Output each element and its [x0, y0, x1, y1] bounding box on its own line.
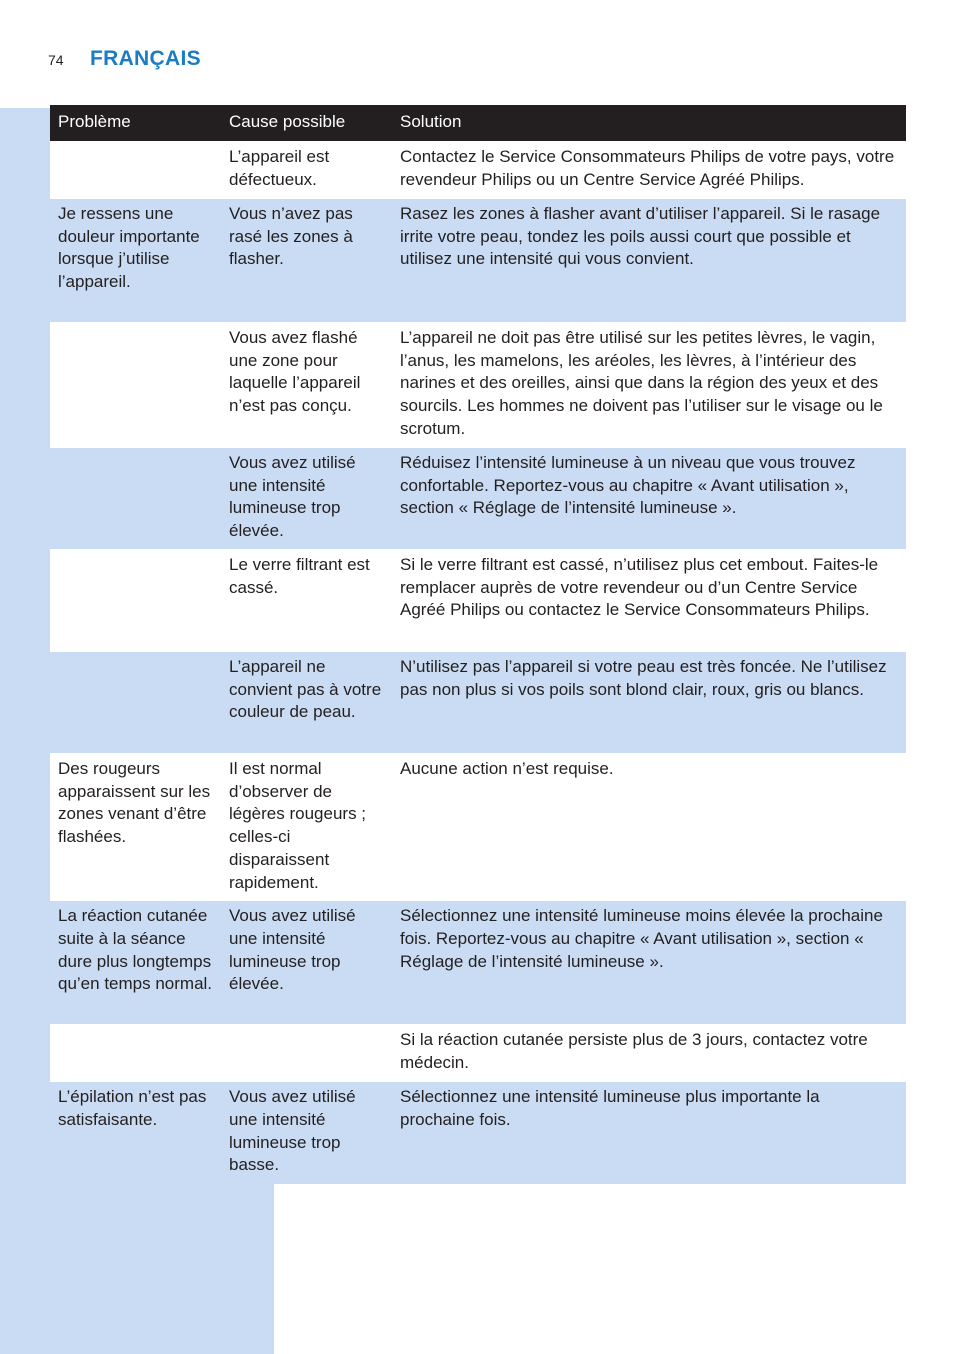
problem-cell	[50, 323, 221, 448]
column-header-solution: Solution	[392, 105, 906, 142]
table-row	[50, 754, 906, 901]
cause-cell: Vous n’avez pas rasé les zones à flasher.	[221, 199, 392, 323]
table-row	[50, 550, 906, 652]
table-row	[50, 1025, 906, 1082]
table-row	[50, 142, 906, 199]
solution-cell: Réduisez l’intensité lumineuse à un niveau que vous trouvez confortable. Reportez-vous au chapitre « Avant utilisation », section « Réglage de l’intensité lumineuse ».	[392, 448, 906, 550]
column-header-problem: Problème	[50, 105, 221, 142]
troubleshooting-table-container	[50, 105, 906, 1184]
problem-cell	[50, 142, 221, 199]
cause-cell: L’appareil est défectueux.	[221, 142, 392, 199]
table-row	[50, 652, 906, 754]
solution-cell: Contactez le Service Consommateurs Philips de votre pays, votre revendeur Philips ou un Centre Service Agréé Philips.	[392, 142, 906, 199]
page-number: 74	[48, 52, 64, 68]
cause-cell: Vous avez flashé une zone pour laquelle l’appareil n’est pas conçu.	[221, 323, 392, 448]
cause-cell: Le verre filtrant est cassé.	[221, 550, 392, 652]
solution-cell: N’utilisez pas l’appareil si votre peau est très foncée. Ne l’utilisez pas non plus si vos poils sont blond clair, roux, gris ou blancs.	[392, 652, 906, 754]
solution-cell: Aucune action n’est requise.	[392, 754, 906, 901]
table-row	[50, 1082, 906, 1184]
solution-cell: L’appareil ne doit pas être utilisé sur les petites lèvres, le vagin, l’anus, les mamelons, les aréoles, les lèvres, à l’intérieur des narines et des oreilles, ainsi que dans la région des yeux et des sourcils. Les hommes ne doivent pas l’utiliser sur le visage ou le scrotum.	[392, 323, 906, 448]
table-header-row	[50, 105, 906, 142]
solution-cell: Sélectionnez une intensité lumineuse plus importante la prochaine fois.	[392, 1082, 906, 1184]
problem-cell	[50, 448, 221, 550]
cause-cell	[221, 1025, 392, 1082]
table-row	[50, 323, 906, 448]
troubleshooting-table	[50, 105, 906, 1184]
solution-cell: Sélectionnez une intensité lumineuse moins élevée la prochaine fois. Reportez-vous au chapitre « Avant utilisation », section « Réglage de l’intensité lumineuse ».	[392, 901, 906, 1025]
problem-cell: Je ressens une douleur importante lorsque j’utilise l’appareil.	[50, 199, 221, 323]
table-row	[50, 448, 906, 550]
cause-cell: Vous avez utilisé une intensité lumineuse trop basse.	[221, 1082, 392, 1184]
problem-cell	[50, 652, 221, 754]
cause-cell: Il est normal d’observer de légères rougeurs ; celles-ci disparaissent rapidement.	[221, 754, 392, 901]
solution-cell: Si la réaction cutanée persiste plus de 3 jours, contactez votre médecin.	[392, 1025, 906, 1082]
cause-cell: Vous avez utilisé une intensité lumineuse trop élevée.	[221, 901, 392, 1025]
solution-cell: Si le verre filtrant est cassé, n’utilisez plus cet embout. Faites-le remplacer auprès de votre revendeur ou d’un Centre Service Agréé Philips ou contactez le Service Consommateurs Philips.	[392, 550, 906, 652]
column-header-cause: Cause possible	[221, 105, 392, 142]
problem-cell: L’épilation n’est pas satisfaisante.	[50, 1082, 221, 1184]
table-row	[50, 199, 906, 323]
cause-cell: L’appareil ne convient pas à votre couleur de peau.	[221, 652, 392, 754]
cause-cell: Vous avez utilisé une intensité lumineuse trop élevée.	[221, 448, 392, 550]
problem-cell: La réaction cutanée suite à la séance dure plus longtemps qu’en temps normal.	[50, 901, 221, 1025]
problem-cell: Des rougeurs apparaissent sur les zones venant d’être flashées.	[50, 754, 221, 901]
problem-cell	[50, 550, 221, 652]
solution-cell: Rasez les zones à flasher avant d’utiliser l’appareil. Si le rasage irrite votre peau, tondez les poils aussi court que possible et utilisez une intensité qui vous convient.	[392, 199, 906, 323]
problem-cell	[50, 1025, 221, 1082]
section-title: FRANÇAIS	[90, 47, 201, 70]
table-row	[50, 901, 906, 1025]
